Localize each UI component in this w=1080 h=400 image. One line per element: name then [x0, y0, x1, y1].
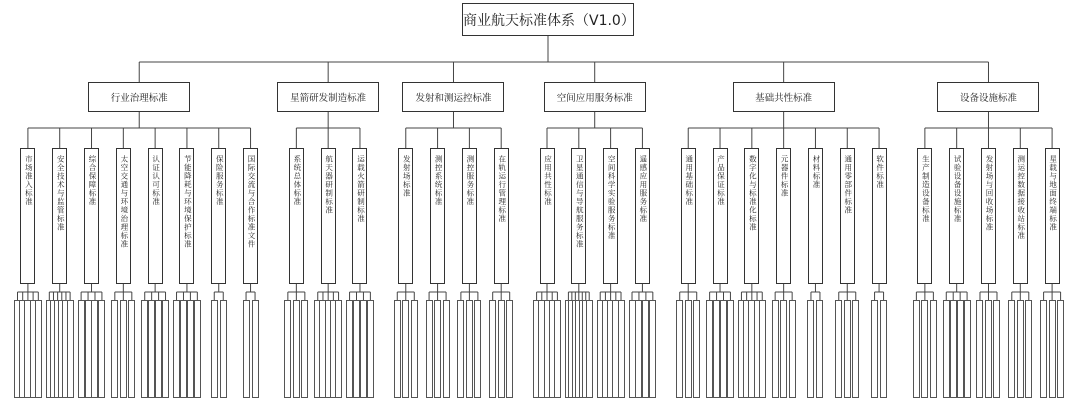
- leaf-standard-box: [816, 300, 823, 398]
- leaf-standard-box: [141, 300, 148, 398]
- subcategory-box: 发射场标准: [398, 148, 413, 284]
- leaf-standard-box: [835, 300, 842, 398]
- leaf-standard-box: [1040, 300, 1047, 398]
- leaf-standard-box: [434, 300, 441, 398]
- subcategory-box: 数字化与标准化标准: [744, 148, 759, 284]
- category-box: 星箭研发制造标准: [277, 82, 379, 112]
- subcategory-box: 运载火箭研制标准: [352, 148, 367, 284]
- subcategory-box: 保险服务标准: [211, 148, 226, 284]
- subcategory-box: 元器件标准: [776, 148, 791, 284]
- leaf-standard-box: [780, 300, 787, 398]
- leaf-standard-box: [649, 300, 656, 398]
- leaf-standard-box: [402, 300, 409, 398]
- leaf-standard-box: [367, 300, 374, 398]
- leaf-standard-box: [964, 300, 971, 398]
- leaf-standard-box: [293, 300, 300, 398]
- leaf-standard-box: [1017, 300, 1024, 398]
- leaf-standard-box: [194, 300, 201, 398]
- subcategory-box: 生产制造设备标准: [917, 148, 932, 284]
- subcategory-box: 在轨运行管理标准: [494, 148, 509, 284]
- subcategory-box: 通用基础标准: [681, 148, 696, 284]
- leaf-standard-box: [693, 300, 700, 398]
- leaf-standard-box: [91, 300, 98, 398]
- subcategory-box: 软件标准: [872, 148, 887, 284]
- leaf-standard-box: [120, 300, 127, 398]
- subcategory-box: 太空交通与环境治理标准: [116, 148, 131, 284]
- leaf-standard-box: [98, 300, 105, 398]
- leaf-standard-box: [618, 300, 625, 398]
- leaf-standard-box: [976, 300, 983, 398]
- leaf-standard-box: [913, 300, 920, 398]
- leaf-standard-box: [759, 300, 766, 398]
- subcategory-box: 市场准入标准: [20, 148, 35, 284]
- leaf-standard-box: [466, 300, 473, 398]
- leaf-standard-box: [930, 300, 937, 398]
- leaf-standard-box: [162, 300, 169, 398]
- leaf-standard-box: [685, 300, 692, 398]
- leaf-standard-box: [943, 300, 950, 398]
- leaf-standard-box: [335, 300, 342, 398]
- leaf-standard-box: [180, 300, 187, 398]
- leaf-standard-box: [880, 300, 887, 398]
- leaf-standard-box: [155, 300, 162, 398]
- category-box: 基础共性标准: [733, 82, 835, 112]
- leaf-standard-box: [443, 300, 450, 398]
- subcategory-box: 卫星通信与导航服务标准: [571, 148, 586, 284]
- subcategory-box: 节能降耗与环境保护标准: [179, 148, 194, 284]
- leaf-standard-box: [1049, 300, 1056, 398]
- subcategory-box: 空间科学实验服务标准: [603, 148, 618, 284]
- subcategory-box: 测运控数据接收站标准: [1013, 148, 1028, 284]
- leaf-standard-box: [252, 300, 259, 398]
- leaf-standard-box: [78, 300, 85, 398]
- leaf-standard-box: [128, 300, 135, 398]
- leaf-standard-box: [243, 300, 250, 398]
- subcategory-box: 综合保障标准: [84, 148, 99, 284]
- leaf-standard-box: [211, 300, 218, 398]
- leaf-standard-box: [852, 300, 859, 398]
- leaf-standard-box: [772, 300, 779, 398]
- leaf-standard-box: [871, 300, 878, 398]
- leaf-standard-box: [789, 300, 796, 398]
- leaf-standard-box: [360, 300, 367, 398]
- leaf-standard-box: [921, 300, 928, 398]
- subcategory-box: 认证认可标准: [148, 148, 163, 284]
- leaf-standard-box: [844, 300, 851, 398]
- subcategory-box: 试验设备设施标准: [949, 148, 964, 284]
- subcategory-box: 测控系统标准: [430, 148, 445, 284]
- leaf-standard-box: [474, 300, 481, 398]
- diagram-title: 商业航天标准体系（V1.0）: [462, 3, 634, 36]
- subcategory-box: 发射场与回收场标准: [981, 148, 996, 284]
- leaf-standard-box: [1025, 300, 1032, 398]
- subcategory-box: 系统总体标准: [289, 148, 304, 284]
- leaf-standard-box: [35, 300, 42, 398]
- leaf-standard-box: [187, 300, 194, 398]
- leaf-standard-box: [498, 300, 505, 398]
- leaf-standard-box: [586, 300, 593, 398]
- leaf-standard-box: [635, 300, 642, 398]
- subcategory-box: 星载与地面终端标准: [1045, 148, 1060, 284]
- category-box: 空间应用服务标准: [544, 82, 646, 112]
- leaf-standard-box: [394, 300, 401, 398]
- leaf-standard-box: [957, 300, 964, 398]
- leaf-standard-box: [148, 300, 155, 398]
- subcategory-box: 材料标准: [808, 148, 823, 284]
- subcategory-box: 国际交流与合作标准文件: [243, 148, 258, 284]
- leaf-standard-box: [346, 300, 353, 398]
- subcategory-box: 应用共性标准: [540, 148, 555, 284]
- subcategory-box: 通用零部件标准: [840, 148, 855, 284]
- leaf-standard-box: [284, 300, 291, 398]
- leaf-standard-box: [727, 300, 734, 398]
- leaf-standard-box: [993, 300, 1000, 398]
- leaf-standard-box: [713, 300, 720, 398]
- leaf-standard-box: [985, 300, 992, 398]
- leaf-standard-box: [67, 300, 74, 398]
- leaf-standard-box: [1057, 300, 1064, 398]
- subcategory-box: 测控服务标准: [462, 148, 477, 284]
- leaf-standard-box: [642, 300, 649, 398]
- leaf-standard-box: [554, 300, 561, 398]
- leaf-standard-box: [1008, 300, 1015, 398]
- leaf-standard-box: [676, 300, 683, 398]
- leaf-standard-box: [706, 300, 713, 398]
- category-box: 设备设施标准: [937, 82, 1039, 112]
- leaf-standard-box: [489, 300, 496, 398]
- subcategory-box: 遥感应用服务标准: [635, 148, 650, 284]
- category-box: 行业治理标准: [88, 82, 190, 112]
- leaf-standard-box: [301, 300, 308, 398]
- leaf-standard-box: [111, 300, 118, 398]
- leaf-standard-box: [457, 300, 464, 398]
- leaf-standard-box: [950, 300, 957, 398]
- leaf-standard-box: [807, 300, 814, 398]
- subcategory-box: 安全技术与监管标准: [52, 148, 67, 284]
- leaf-standard-box: [411, 300, 418, 398]
- subcategory-box: 产品保证标准: [713, 148, 728, 284]
- leaf-standard-box: [426, 300, 433, 398]
- leaf-standard-box: [506, 300, 513, 398]
- category-box: 发射和测运控标准: [402, 82, 504, 112]
- subcategory-box: 航天器研制标准: [321, 148, 336, 284]
- leaf-standard-box: [220, 300, 227, 398]
